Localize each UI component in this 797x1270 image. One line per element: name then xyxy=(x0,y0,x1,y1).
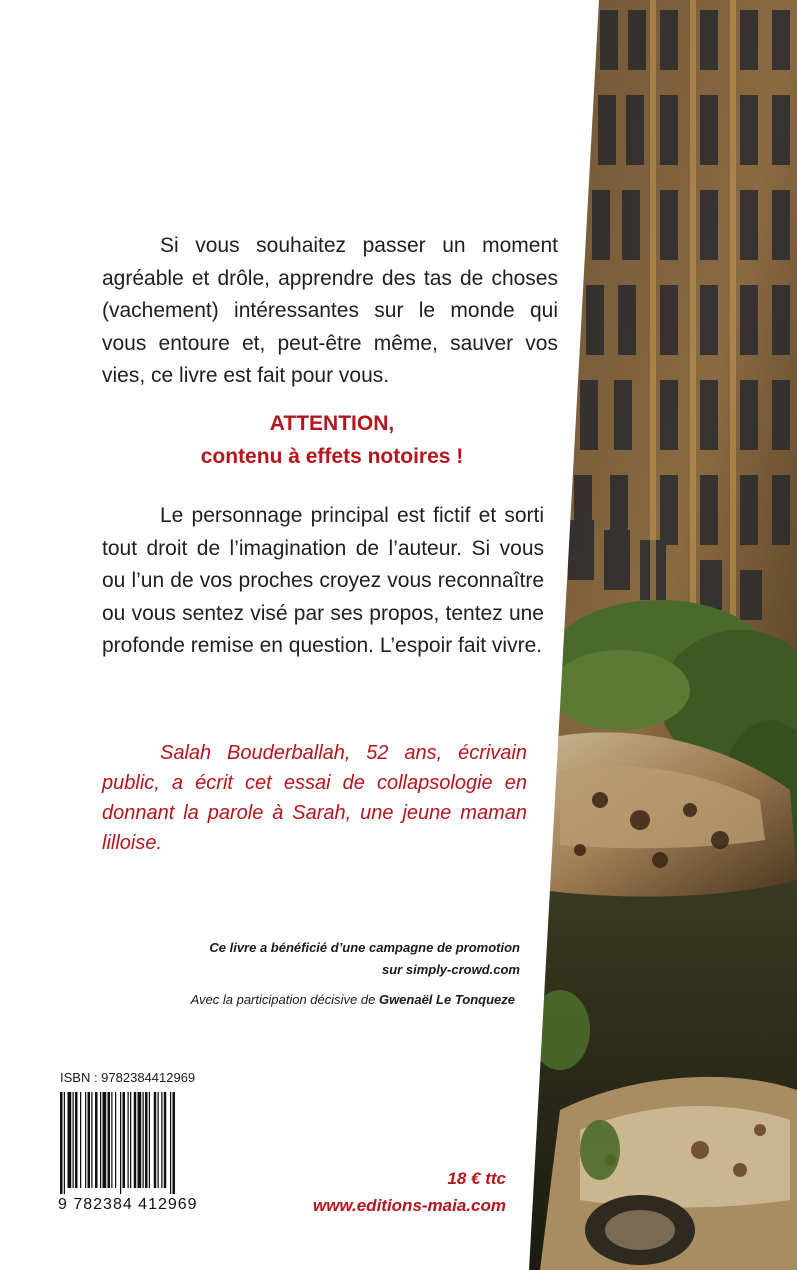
barcode-digits: 9 782384 412969 xyxy=(58,1196,198,1213)
promo-line-1: Ce livre a bénéficié d’une campagne de promotion xyxy=(209,940,520,955)
barcode-icon xyxy=(58,1092,210,1194)
attention-subheading: contenu à effets notoires ! xyxy=(200,445,464,468)
intro-paragraph: Si vous souhaitez passer un moment agréable et drôle, apprendre des tas de choses (vachement) intéressantes sur le monde qui vous entoure et, peut-être même, sauver vos vies, ce livre est fait pour vous. xyxy=(102,234,558,387)
price: 18 € ttc xyxy=(447,1169,506,1188)
participation-name: Gwenaël Le Tonqueze xyxy=(378,992,515,1007)
attention-heading: ATTENTION, xyxy=(269,412,395,435)
promo-line-2: sur simply-crowd.com xyxy=(382,962,520,977)
disclaimer-paragraph: Le personnage principal est fictif et sorti tout droit de l’imagination de l’auteur. Si vous ou l’un de vos proches croyez vous reconnaître ou vous sentez visé par ses propos, tentez une profonde remise en question. L’espoir fait vivre. xyxy=(102,504,544,657)
participation-prefix: Avec la participation décisive de xyxy=(190,992,379,1007)
participation-credit xyxy=(191,992,515,1007)
publisher-website: www.editions-maia.com xyxy=(312,1196,506,1215)
isbn-label: ISBN : 9782384412969 xyxy=(60,1070,196,1085)
author-bio: Salah Bouderballah, 52 ans, écrivain public, a écrit cet essai de collapsologie en donnant la parole à Sarah, une jeune maman lilloise. xyxy=(102,742,527,854)
